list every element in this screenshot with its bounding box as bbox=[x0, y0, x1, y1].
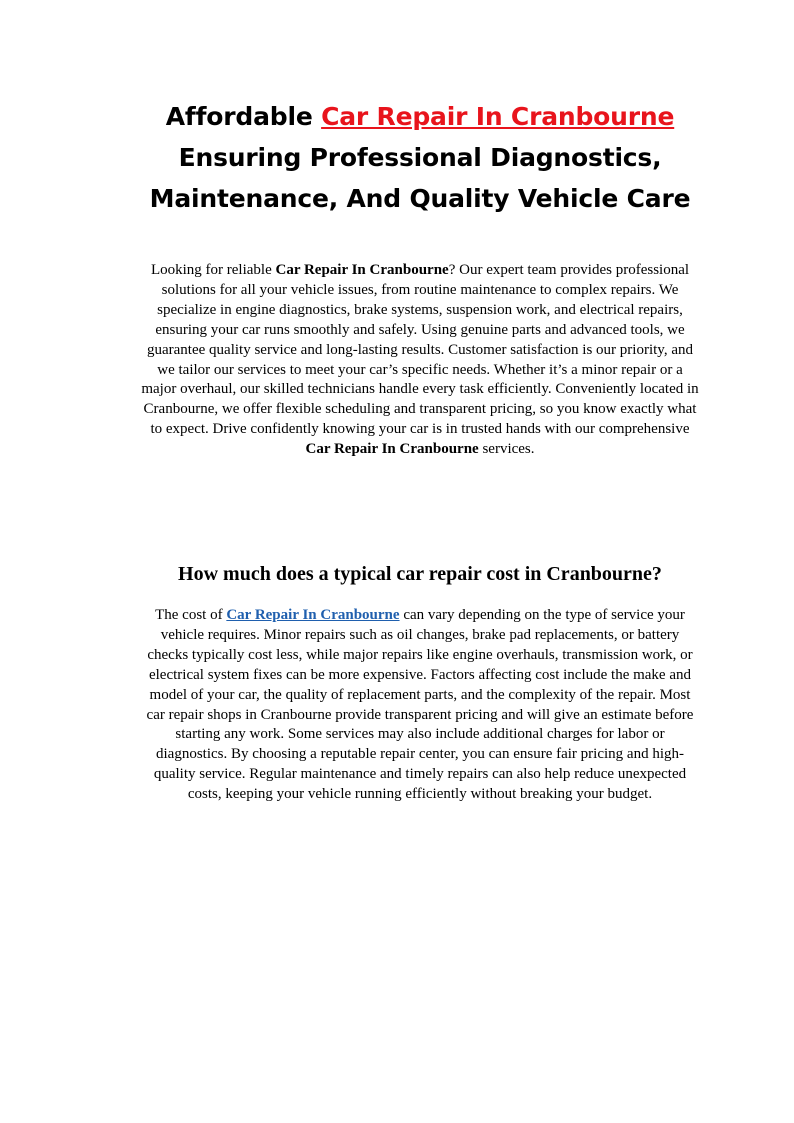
title-highlight: Car Repair In Cranbourne bbox=[321, 102, 675, 131]
section-text-2: can vary depending on the type of service your vehicle requires. Minor repairs such as oil changes, brake pad replacements, or battery checks typically cost less, while major repairs like engine overhauls, transmission work, or electrical system fixes can be more expensive. Factors affecting cost include the make and model of your car, the quality of replacement parts, and the complexity of the repair. Most car repair shops in Cranbourne provide transparent pricing and will give an estimate before starting any work. Some services may also include additional charges for labor or diagnostics. By choosing a reputable repair center, you can ensure fair pricing and high-quality service. Regular maintenance and timely repairs can also help reduce unexpected costs, keeping your vehicle running efficiently without breaking your budget. bbox=[146, 607, 694, 803]
intro-bold-keyword-1: Car Repair In Cranbourne bbox=[275, 262, 449, 278]
section-text-1: The cost of bbox=[155, 607, 223, 623]
car-repair-link[interactable]: Car Repair In Cranbourne bbox=[226, 607, 400, 623]
intro-text-2: ? Our expert team provides professional solutions for all your vehicle issues, from routine maintenance to complex repairs. We specialize in engine diagnostics, brake systems, suspension work, and electrical repairs, ensuring your car runs smoothly and safely. Using genuine parts and advanced tools, we guarantee quality service and long-lasting results. Customer satisfaction is our priority, and we tailor our services to meet your car’s specific needs. Whether it’s a minor repair or a major overhaul, our skilled technicians handle every task efficiently. Conveniently located in Cranbourne, we offer flexible scheduling and transparent pricing, so you know exactly what to expect. Drive confidently knowing your car is in trusted hands with our comprehensive bbox=[141, 262, 699, 438]
intro-text-3: services. bbox=[482, 441, 535, 458]
title-suffix: Ensuring Professional Diagnostics, Maintenance, And Quality Vehicle Care bbox=[149, 143, 691, 213]
intro-text-1: Looking for reliable bbox=[150, 262, 272, 278]
section-heading: How much does a typical car repair cost in Cranbourne? bbox=[178, 563, 662, 585]
intro-bold-keyword-2: Car Repair In Cranbourne bbox=[305, 441, 479, 458]
intro-paragraph bbox=[140, 261, 700, 460]
title-prefix: Affordable bbox=[165, 102, 313, 131]
section-paragraph bbox=[140, 606, 700, 805]
page-title bbox=[120, 96, 720, 219]
